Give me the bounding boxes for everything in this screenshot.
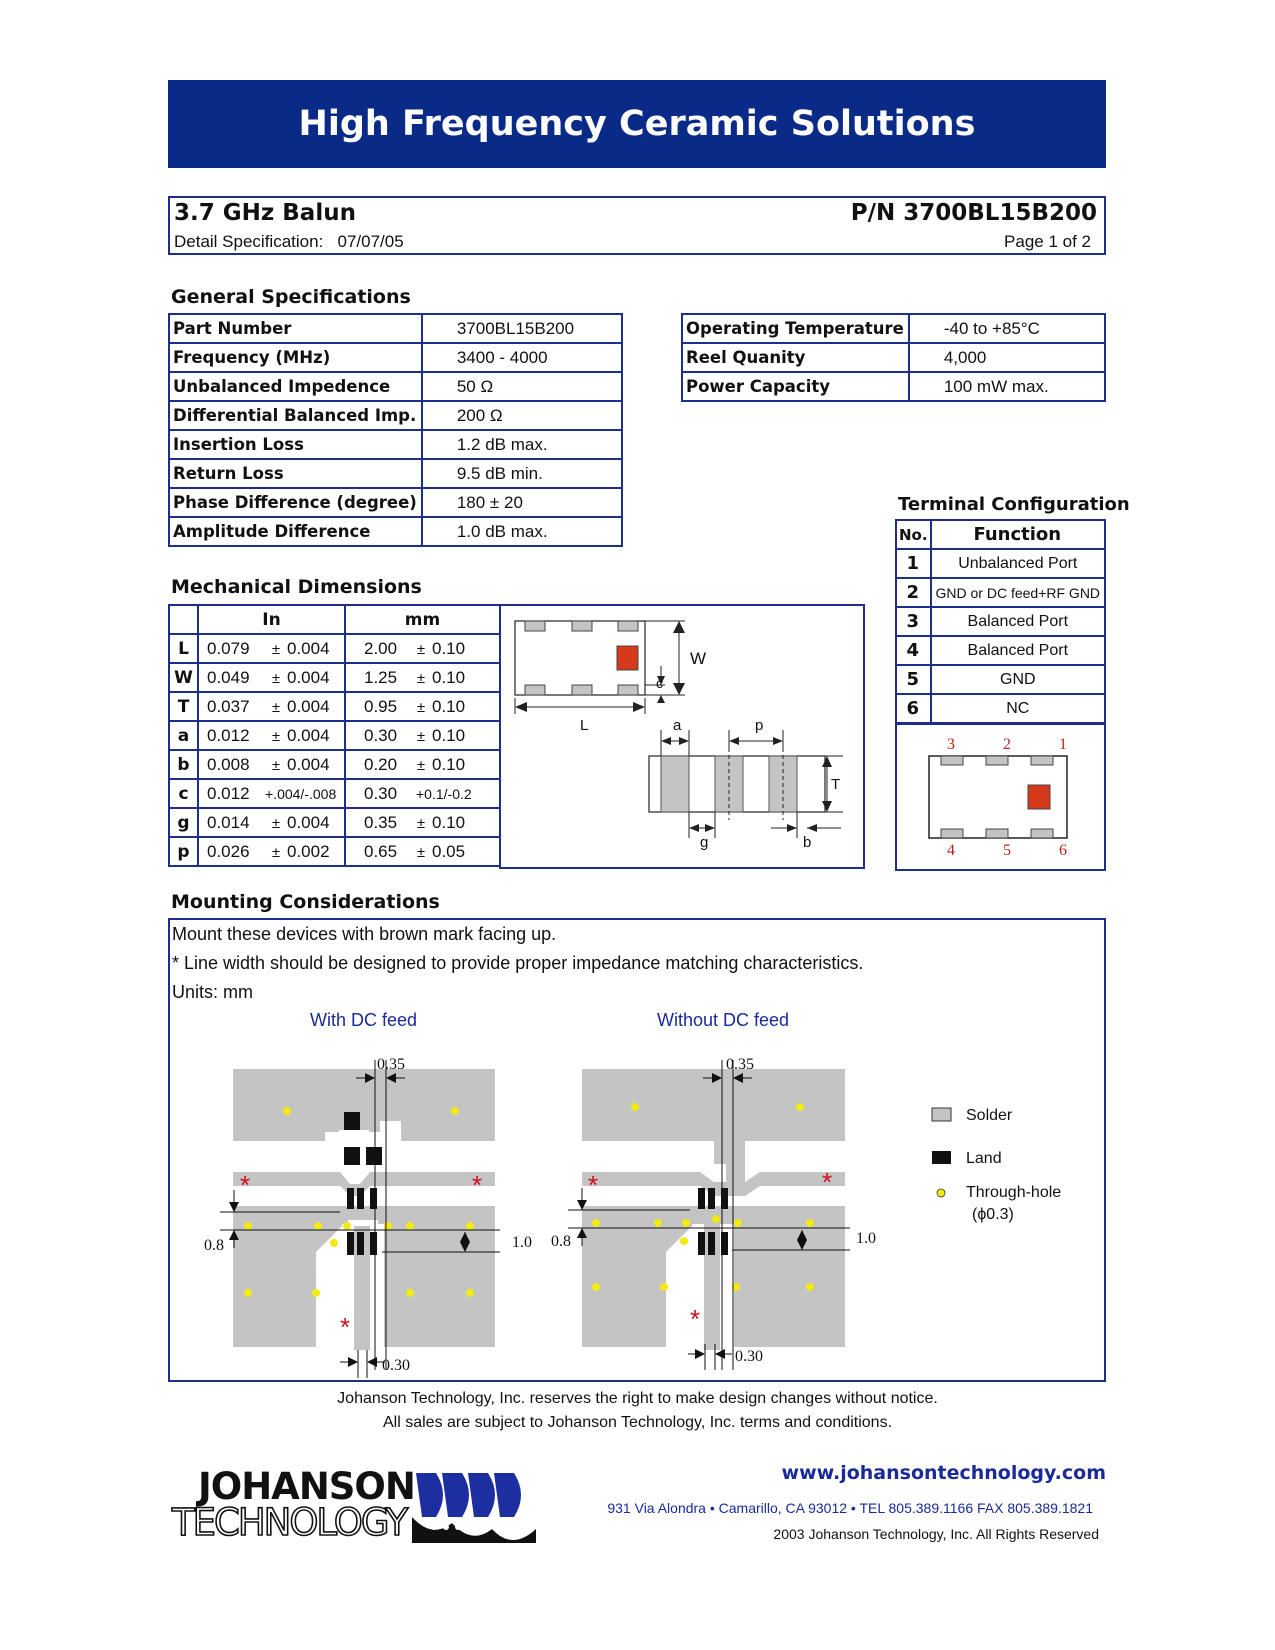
in-tolerance: 0.004 (287, 725, 330, 745)
mm-nominal: 0.65 (364, 841, 398, 861)
dimension-row (169, 779, 500, 808)
mech-title: Mechanical Dimensions (171, 576, 422, 598)
dimension-row (169, 692, 500, 721)
mm-tolerance: 0.10 (432, 696, 466, 716)
spec-value: 50 Ω (422, 372, 622, 401)
plus-minus: ± (416, 814, 426, 832)
operating-spec-table (681, 313, 1106, 402)
dimension-mm-header: mm (345, 605, 500, 634)
mount-note-1: Mount these devices with brown mark facing up. (172, 924, 557, 944)
spec-row (169, 314, 622, 343)
mm-tolerance: +0.1/-0.2 (416, 785, 472, 802)
dimension-table (168, 604, 501, 867)
dimension-symbol: T (169, 692, 198, 721)
copyright: 2003 Johanson Technology, Inc. All Rights Reserved (773, 1526, 1099, 1542)
mounting-title: Mounting Considerations (171, 891, 440, 913)
pattern-without-dc (568, 1060, 850, 1370)
terminal-pin-diagram (895, 723, 1106, 871)
legend-solder: Solder (966, 1107, 1013, 1124)
asterisk-mark: * (690, 1304, 701, 1334)
mm-tolerance: 0.10 (432, 667, 466, 687)
footer-note-1: Johanson Technology, Inc. reserves the right to make design changes without notice. (337, 1390, 938, 1407)
page-number: Page 1 of 2 (1004, 232, 1091, 251)
spec-row (169, 401, 622, 430)
logo-waves-icon (408, 1467, 548, 1547)
spec-row (169, 488, 622, 517)
spec-value: 9.5 dB min. (422, 459, 622, 488)
dim-08-right: 0.8 (551, 1233, 571, 1250)
plus-minus: ± (416, 843, 426, 861)
terminal-function: GND or DC feed+RF GND (931, 578, 1105, 607)
terminal-no: 1 (896, 549, 931, 578)
terminal-function-header: Function (931, 520, 1105, 549)
land-pattern-drawing (170, 920, 1104, 1380)
in-nominal: 0.049 (207, 667, 250, 687)
in-tolerance: 0.004 (287, 667, 330, 687)
dim-030-left: 0.30 (382, 1357, 410, 1374)
banner-title: High Frequency Ceramic Solutions (298, 104, 976, 144)
general-spec-title: General Specifications (171, 286, 411, 308)
dimension-row (169, 837, 500, 866)
detail-label: Detail Specification: (174, 232, 324, 251)
mm-nominal: 0.35 (364, 812, 398, 832)
spec-row (682, 372, 1105, 401)
dimension-in-value (198, 692, 345, 721)
logo-line-1: JOHANSON (198, 1465, 415, 1508)
dim-08-left: 0.8 (204, 1237, 224, 1254)
spec-key: Insertion Loss (169, 430, 422, 459)
mm-nominal: 2.00 (364, 638, 398, 658)
dimension-mm-value (345, 808, 500, 837)
plus-minus: ± (416, 640, 426, 658)
spec-key: Phase Difference (degree) (169, 488, 422, 517)
dim-035-left: 0.35 (377, 1056, 405, 1073)
part-number-heading: P/N 3700BL15B200 (850, 200, 1097, 226)
mm-tolerance: 0.10 (432, 725, 466, 745)
dimension-in-value (198, 663, 345, 692)
dimension-mm-value (345, 634, 500, 663)
dimension-in-value (198, 721, 345, 750)
plus-minus: ± (416, 756, 426, 774)
terminal-row (896, 636, 1105, 665)
with-dc-feed-title: With DC feed (310, 1010, 418, 1030)
in-tolerance: 0.004 (287, 812, 330, 832)
terminal-function: NC (931, 694, 1105, 723)
pin-label: 5 (1003, 842, 1011, 859)
plus-minus: ± (416, 698, 426, 716)
spec-value: 180 ± 20 (422, 488, 622, 517)
spec-row (169, 459, 622, 488)
spec-key: Unbalanced Impedence (169, 372, 422, 401)
mm-nominal: 0.95 (364, 696, 398, 716)
terminal-no: 5 (896, 665, 931, 694)
dimension-row (169, 808, 500, 837)
dimension-in-value (198, 808, 345, 837)
dimension-mm-value (345, 779, 500, 808)
logo-line-2: TECHNOLOGY (172, 1501, 407, 1544)
dim-label-w: W (690, 649, 707, 668)
terminal-row (896, 578, 1105, 607)
dimension-row (169, 750, 500, 779)
terminal-no: 3 (896, 607, 931, 636)
mm-nominal: 0.20 (364, 754, 398, 774)
in-tolerance: +.004/-.008 (265, 785, 337, 802)
plus-minus: ± (271, 727, 281, 745)
spec-value: 3400 - 4000 (422, 343, 622, 372)
in-nominal: 0.079 (207, 638, 250, 658)
pin-label: 2 (1003, 736, 1011, 753)
spec-key: Return Loss (169, 459, 422, 488)
dim-035-right: 0.35 (726, 1056, 754, 1073)
mm-nominal: 0.30 (364, 725, 398, 745)
pins-top (947, 736, 1067, 754)
spec-key: Operating Temperature (682, 314, 909, 343)
spec-row (169, 430, 622, 459)
dimension-mm-value (345, 721, 500, 750)
in-nominal: 0.012 (207, 725, 250, 745)
mount-note-2: * Line width should be designed to provide proper impedance matching characteristics. (172, 953, 864, 973)
dimension-in-value (198, 779, 345, 808)
terminal-no: 2 (896, 578, 931, 607)
pins-bottom (947, 842, 1067, 860)
mm-nominal: 0.30 (364, 783, 398, 803)
dimension-symbol: c (169, 779, 198, 808)
company-address: 931 Via Alondra • Camarillo, CA 93012 • TEL 805.389.1166 FAX 805.389.1821 (607, 1500, 1093, 1516)
spec-value: 200 Ω (422, 401, 622, 430)
company-url[interactable]: www.johansontechnology.com (781, 1462, 1106, 1484)
dim-label-l: L (580, 717, 589, 734)
terminal-row (896, 665, 1105, 694)
dim-label-g: g (700, 834, 709, 851)
terminal-row (896, 549, 1105, 578)
banner (168, 80, 1106, 168)
mm-tolerance: 0.10 (432, 812, 466, 832)
mm-tolerance: 0.10 (432, 754, 466, 774)
spec-key: Power Capacity (682, 372, 909, 401)
dimension-symbol: b (169, 750, 198, 779)
plus-minus: ± (416, 727, 426, 745)
company-logo (172, 1465, 415, 1544)
terminal-function: Balanced Port (931, 607, 1105, 636)
terminal-no-header: No. (896, 520, 931, 549)
detail-date: 07/07/05 (337, 232, 404, 251)
asterisk-mark: * (340, 1312, 351, 1342)
product-title: 3.7 GHz Balun (174, 200, 356, 226)
dimension-in-header: In (198, 605, 345, 634)
pin-label: 1 (1059, 736, 1067, 753)
plus-minus: ± (271, 698, 281, 716)
dimension-mm-value (345, 663, 500, 692)
header-box (168, 196, 1106, 255)
asterisk-mark: * (240, 1170, 251, 1200)
asterisk-mark: * (822, 1167, 833, 1197)
in-tolerance: 0.002 (287, 841, 330, 861)
spec-value: -40 to +85°C (909, 314, 1105, 343)
in-tolerance: 0.004 (287, 696, 330, 716)
spec-key: Part Number (169, 314, 422, 343)
dimension-mm-value (345, 692, 500, 721)
dim-label-b: b (803, 834, 812, 851)
plus-minus: ± (271, 669, 281, 687)
terminal-no: 6 (896, 694, 931, 723)
terminal-function: Balanced Port (931, 636, 1105, 665)
dimension-mm-value (345, 837, 500, 866)
legend-land: Land (966, 1150, 1002, 1167)
pin-label: 4 (947, 842, 955, 859)
mount-units: Units: mm (172, 982, 253, 1002)
terminal-function: GND (931, 665, 1105, 694)
spec-row (682, 314, 1105, 343)
dim-10-left: 1.0 (512, 1234, 532, 1251)
asterisk-mark: * (472, 1170, 483, 1200)
dimension-symbol: g (169, 808, 198, 837)
in-nominal: 0.014 (207, 812, 250, 832)
dimension-diagram (499, 604, 865, 869)
dimension-mm-value (345, 750, 500, 779)
chip-drawing (501, 606, 863, 867)
dimension-in-value (198, 837, 345, 866)
in-nominal: 0.012 (207, 783, 250, 803)
without-dc-feed-title: Without DC feed (657, 1010, 790, 1030)
spec-row (682, 343, 1105, 372)
spec-key: Amplitude Difference (169, 517, 422, 546)
dimension-in-value (198, 634, 345, 663)
terminal-table (895, 519, 1106, 724)
dimension-row (169, 721, 500, 750)
dim-label-c: c (656, 675, 663, 691)
dimension-row (169, 634, 500, 663)
spec-key: Frequency (MHz) (169, 343, 422, 372)
dim-030-right: 0.30 (735, 1348, 763, 1365)
spec-value: 1.2 dB max. (422, 430, 622, 459)
general-spec-table (168, 313, 623, 547)
dim-label-p: p (755, 717, 764, 734)
legend-through-hole: Through-hole (966, 1184, 1062, 1201)
dimension-in-value (198, 750, 345, 779)
plus-minus: ± (416, 669, 426, 687)
spec-value: 100 mW max. (909, 372, 1105, 401)
in-nominal: 0.037 (207, 696, 250, 716)
footer-note-2: All sales are subject to Johanson Technology, Inc. terms and conditions. (382, 1414, 893, 1431)
dimension-symbol: W (169, 663, 198, 692)
dimension-symbol: L (169, 634, 198, 663)
detail-spec (174, 232, 404, 252)
pattern-with-dc (220, 1060, 500, 1378)
mounting-box (168, 918, 1106, 1382)
dimension-corner (169, 605, 198, 634)
dimension-header-row (169, 605, 500, 634)
pin-label: 6 (1059, 842, 1067, 859)
plus-minus: ± (271, 814, 281, 832)
pin-label: 3 (947, 736, 955, 753)
spec-value: 1.0 dB max. (422, 517, 622, 546)
dim-label-t: T (831, 776, 841, 793)
spec-row (169, 343, 622, 372)
mm-tolerance: 0.10 (432, 638, 466, 658)
dimension-symbol: a (169, 721, 198, 750)
terminal-row (896, 607, 1105, 636)
spec-row (169, 517, 622, 546)
spec-key: Differential Balanced Imp. (169, 401, 422, 430)
dimension-symbol: p (169, 837, 198, 866)
dim-label-a: a (673, 717, 682, 734)
spec-key: Reel Quanity (682, 343, 909, 372)
spec-value: 3700BL15B200 (422, 314, 622, 343)
legend-hole-diameter: (ϕ0.3) (972, 1206, 1014, 1223)
in-tolerance: 0.004 (287, 754, 330, 774)
in-nominal: 0.008 (207, 754, 250, 774)
spec-row (169, 372, 622, 401)
plus-minus: ± (271, 640, 281, 658)
asterisk-mark: * (588, 1170, 599, 1200)
terminal-no: 4 (896, 636, 931, 665)
mm-nominal: 1.25 (364, 667, 398, 687)
terminal-header-row (896, 520, 1105, 549)
plus-minus: ± (271, 756, 281, 774)
dimension-row (169, 663, 500, 692)
terminal-function: Unbalanced Port (931, 549, 1105, 578)
in-nominal: 0.026 (207, 841, 250, 861)
plus-minus: ± (271, 843, 281, 861)
terminal-row (896, 694, 1105, 723)
dim-10-right: 1.0 (856, 1230, 876, 1247)
spec-value: 4,000 (909, 343, 1105, 372)
terminal-title: Terminal Configuration (898, 494, 1130, 515)
in-tolerance: 0.004 (287, 638, 330, 658)
mm-tolerance: 0.05 (432, 841, 466, 861)
